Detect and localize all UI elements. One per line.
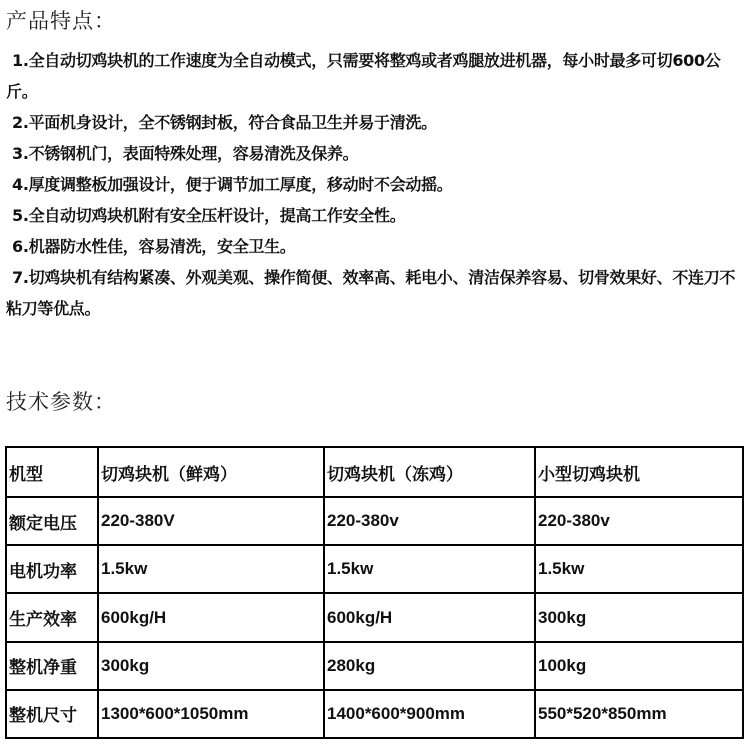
table-cell: 小型切鸡块机 (535, 447, 743, 497)
table-row-efficiency (6, 593, 743, 641)
table-cell: 切鸡块机（冻鸡） (324, 447, 535, 497)
table-cell-label: 整机尺寸 (6, 690, 98, 738)
table-row-weight (6, 642, 743, 690)
table-cell: 100kg (535, 642, 743, 690)
feature-item-5: 5.全自动切鸡块机附有安全压杆设计，提高工作安全性。 (12, 206, 406, 225)
table-cell: 切鸡块机（鲜鸡） (98, 447, 324, 497)
table-cell: 280kg (324, 642, 535, 690)
feature-item-1: 1.全自动切鸡块机的工作速度为全自动模式，只需要将整鸡或者鸡腿放进机器，每小时最多可切600公斤。 (6, 51, 721, 101)
table-row-dimensions (6, 690, 743, 738)
table-cell: 600kg/H (98, 593, 324, 641)
table-cell: 1.5kw (324, 545, 535, 593)
specs-heading: 技术参数： (6, 390, 116, 414)
table-row-power (6, 545, 743, 593)
table-cell: 300kg (535, 593, 743, 641)
table-cell: 220-380v (324, 497, 535, 545)
table-cell: 220-380v (535, 497, 743, 545)
feature-item-2: 2.平面机身设计，全不锈钢封板，符合食品卫生并易于清洗。 (12, 113, 437, 132)
feature-list (6, 45, 746, 324)
table-cell: 300kg (98, 642, 324, 690)
table-row-model (6, 447, 743, 497)
feature-item-7: 7.切鸡块机有结构紧凑、外观美观、操作简便、效率高、耗电小、清洁保养容易、切骨效果好、不连刀不粘刀等优点。 (6, 268, 736, 318)
table-row-voltage (6, 497, 743, 545)
feature-item-6: 6.机器防水性佳，容易清洗，安全卫生。 (12, 237, 296, 256)
table-cell: 1.5kw (98, 545, 324, 593)
table-cell: 600kg/H (324, 593, 535, 641)
table-cell: 1300*600*1050mm (98, 690, 324, 738)
table-cell-label: 生产效率 (6, 593, 98, 641)
table-cell-label: 电机功率 (6, 545, 98, 593)
spec-table (5, 446, 744, 739)
feature-item-3: 3.不锈钢机门，表面特殊处理，容易清洗及保养。 (12, 144, 359, 163)
table-cell-label: 额定电压 (6, 497, 98, 545)
table-cell: 1.5kw (535, 545, 743, 593)
table-cell: 1400*600*900mm (324, 690, 535, 738)
table-cell: 220-380V (98, 497, 324, 545)
table-cell-label: 机型 (6, 447, 98, 497)
feature-item-4: 4.厚度调整板加强设计，便于调节加工厚度，移动时不会动摇。 (12, 175, 453, 194)
features-heading: 产品特点： (6, 9, 116, 33)
table-cell: 550*520*850mm (535, 690, 743, 738)
table-cell-label: 整机净重 (6, 642, 98, 690)
